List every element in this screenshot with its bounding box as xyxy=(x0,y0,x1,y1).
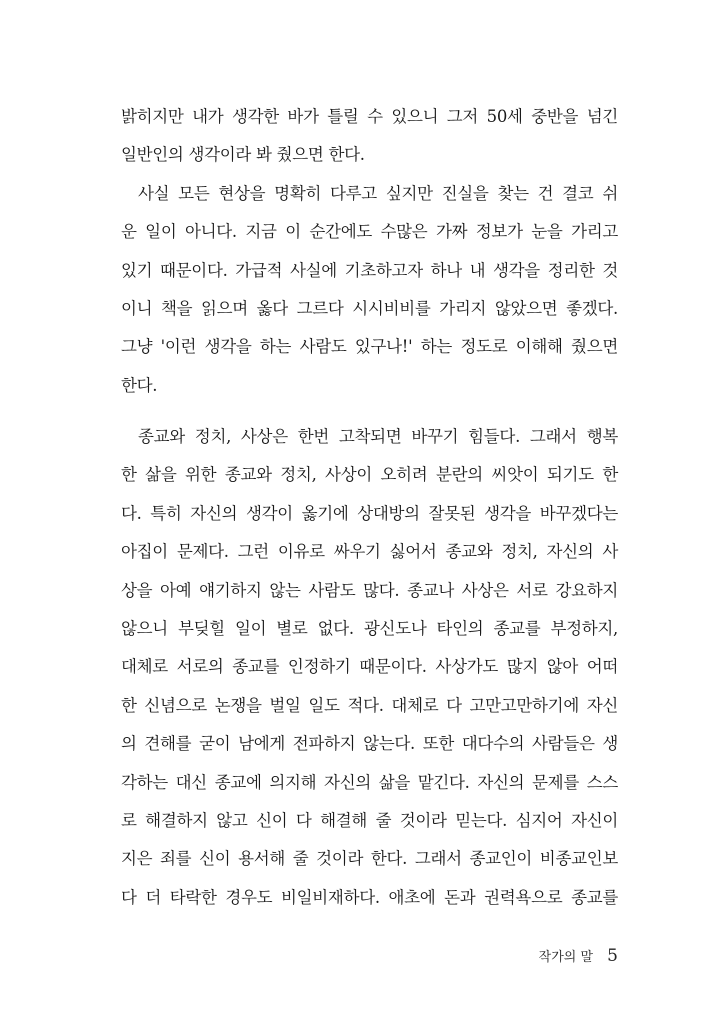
paragraph-3-line-7: 대체로 서로의 종교를 인정하기 때문이다. 사상가도 많지 않아 어떠 xyxy=(121,657,618,677)
paragraph-3-line-13: 다 더 타락한 경우도 비일비재하다. 애초에 돈과 권력욕으로 종교를 xyxy=(121,887,618,907)
paragraph-3-line-12: 지은 죄를 신이 용서해 줄 것이라 한다. 그래서 종교인이 비종교인보 xyxy=(121,849,618,869)
page-footer xyxy=(539,944,618,970)
paragraph-1-line-2: 일반인의 생각이라 봐 줬으면 한다. xyxy=(121,145,365,165)
paragraph-2-line-2: 운 일이 아니다. 지금 이 순간에도 수많은 가짜 정보가 눈을 가리고 xyxy=(121,222,618,242)
paragraph-3-line-3: 다. 특히 자신의 생각이 옳기에 상대방의 잘못된 생각을 바꾸겠다는 xyxy=(121,503,618,523)
paragraph-3-line-5: 상을 아예 얘기하지 않는 사람도 많다. 종교나 사상은 서로 강요하지 xyxy=(121,580,618,600)
paragraph-3-line-9: 의 견해를 굳이 남에게 전파하지 않는다. 또한 대다수의 사람들은 생 xyxy=(121,734,618,754)
paragraph-2-line-5: 그냥 '이런 생각을 하는 사람도 있구나!' 하는 정도로 이해해 줬으면 xyxy=(121,337,618,357)
paragraph-2-line-6: 한다. xyxy=(121,375,158,395)
paragraph-1-line-1: 밝히지만 내가 생각한 바가 틀릴 수 있으니 그저 50세 중반을 넘긴 xyxy=(121,107,618,126)
text-block-bottom xyxy=(121,418,618,917)
running-footer-title: 작가의 말 xyxy=(538,950,594,965)
page-number: 5 xyxy=(607,946,618,966)
paragraph-2-line-3: 있기 때문이다. 가급적 사실에 기초하고자 하나 내 생각을 정리한 것 xyxy=(121,260,618,280)
paragraph-3-line-2: 한 삶을 위한 종교와 정치, 사상이 오히려 분란의 씨앗이 되기도 한 xyxy=(121,465,618,485)
paragraph-2-line-4: 이니 책을 읽으며 옳다 그르다 시시비비를 가리지 않았으면 좋겠다. xyxy=(121,298,618,318)
paragraph-2-line-1: 사실 모든 현상을 명확히 다루고 싶지만 진실을 찾는 건 결코 쉬 xyxy=(138,183,618,203)
text-block-top xyxy=(121,98,618,405)
paragraph-3-line-11: 로 해결하지 않고 신이 다 해결해 줄 것이라 믿는다. 심지어 자신이 xyxy=(121,810,618,830)
paragraph-3-line-10: 각하는 대신 종교에 의지해 자신의 삶을 맡긴다. 자신의 문제를 스스 xyxy=(121,772,618,792)
paragraph-3-line-6: 않으니 부딪힐 일이 별로 없다. 광신도나 타인의 종교를 부정하지, xyxy=(121,618,618,638)
paragraph-3-line-1: 종교와 정치, 사상은 한번 고착되면 바꾸기 힘들다. 그래서 행복 xyxy=(138,427,618,446)
paragraph-3-line-8: 한 신념으로 논쟁을 벌일 일도 적다. 대체로 다 고만고만하기에 자신 xyxy=(121,695,618,715)
paragraph-3-line-4: 아집이 문제다. 그런 이유로 싸우기 싫어서 종교와 정치, 자신의 사 xyxy=(121,542,618,562)
